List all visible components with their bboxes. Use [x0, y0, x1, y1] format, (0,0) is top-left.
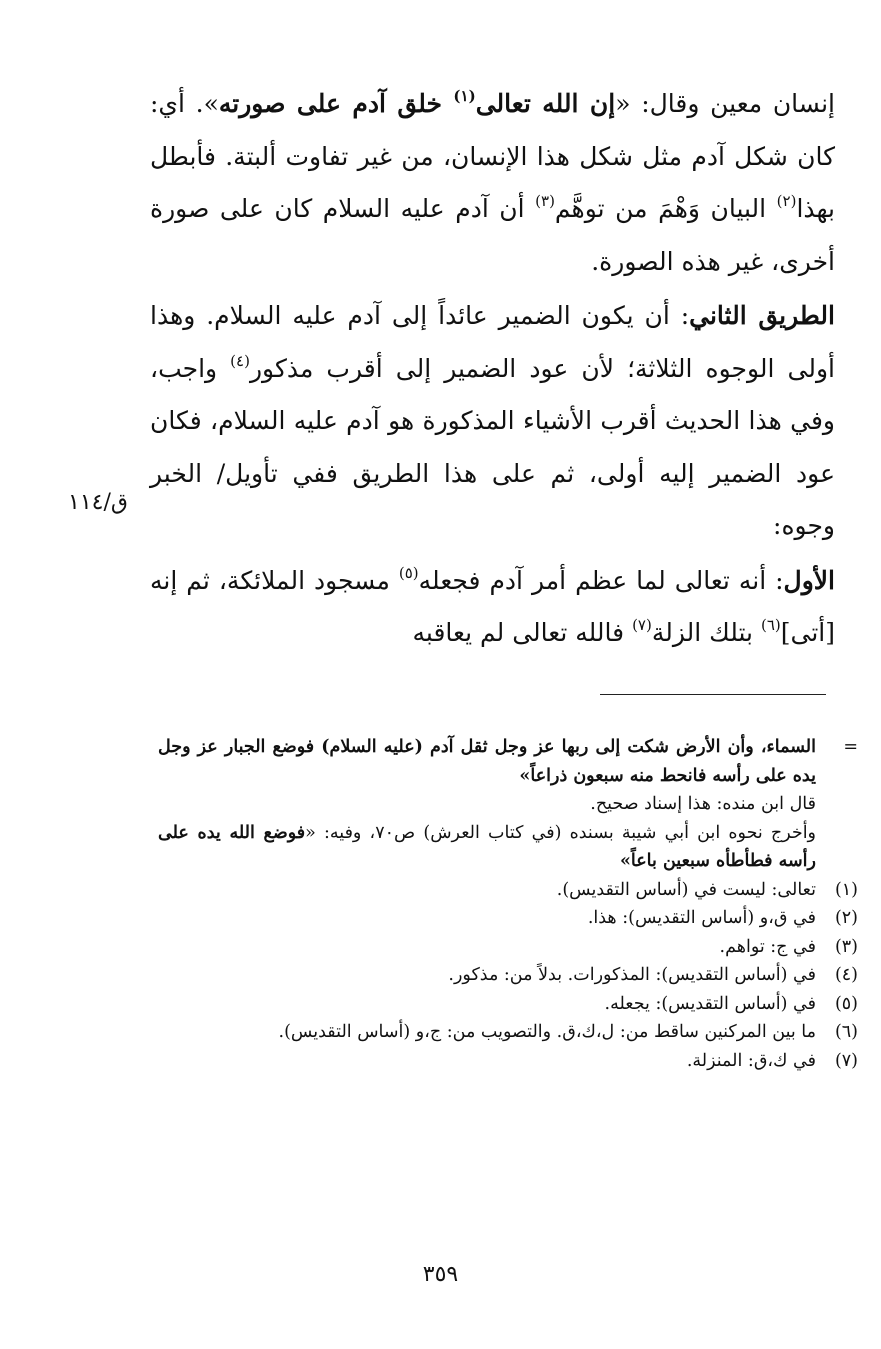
text-run: : أنه تعالى لما عظم أمر آدم فجعله: [418, 565, 784, 595]
text-run: أن آدم عليه السلام كان على صورة أخرى، غير هذه الصورة.: [150, 194, 835, 276]
footnote-text: في ك،ق: المنزلة.: [686, 1050, 816, 1071]
footnote-item: [158, 904, 858, 933]
text-run: فالله تعالى لم يعاقبه: [412, 618, 633, 647]
footnote-paragraph: قال ابن منده: هذا إسناد صحيح.: [590, 794, 816, 814]
footnote-paragraph: [158, 819, 816, 876]
footnote-number: (٢): [834, 908, 858, 928]
paragraph-2: [150, 290, 835, 553]
footnote-number: (٧): [834, 1050, 858, 1071]
footnote-item: [158, 876, 858, 905]
page-number: ٣٥٩: [422, 1262, 459, 1287]
footnote-item: [158, 1047, 858, 1076]
footnote-separator: [600, 694, 826, 695]
continuation-marker: =: [843, 737, 858, 757]
section-label: الطريق الثاني: [689, 301, 835, 330]
footnotes: [158, 733, 858, 1075]
footnote-number: (٣): [834, 936, 858, 957]
footnote-continuation: [158, 733, 858, 876]
text-run: خلق آدم على صورته: [218, 89, 454, 118]
footnote-number: (٦): [834, 1022, 858, 1042]
section-label: الأول: [783, 565, 835, 595]
footnote-item: [158, 961, 858, 990]
text-run: واجب، وفي هذا الحديث أقرب الأشياء المذكورة هو آدم عليه السلام، فكان عود الضمير إليه أولى، ثم على هذا الطريق ففي تأويل/ الخبر وجوه:: [150, 353, 835, 540]
footnote-ref-3: (٣): [535, 192, 555, 210]
footnote-number: (٥): [834, 993, 858, 1014]
footnote-ref-4: (٤): [230, 351, 250, 370]
text-run: وأخرج نحوه ابن أبي شيبة بسنده (في كتاب العرش) ص٧٠، وفيه: «: [305, 822, 817, 843]
text-run: إن الله تعالى: [475, 89, 616, 118]
text-run: : أن يكون الضمير عائداً إلى آدم عليه السلام. وهذا أولى الوجوه الثلاثة؛ لأن عود الضمير إلى أقرب مذكور: [150, 301, 835, 383]
footnote-number: (١): [834, 879, 858, 900]
text-run: ». أي: كان شكل آدم مثل شكل هذا الإنسان، من غير تفاوت ألبتة. فأبطل بهذا: [150, 89, 835, 223]
footnote-continuation-body: [158, 733, 816, 876]
quote-run: فوضع الله يده على رأسه فطأطأه سبعين باعاً»: [158, 822, 816, 871]
text-run: البيان وَهْمَ من توهَّم: [554, 194, 777, 223]
footnote-ref-7: (٧): [632, 616, 652, 634]
footnote-text: تعالى: ليست في (أساس التقديس).: [556, 879, 816, 900]
footnote-text: في (أساس التقديس): المذكورات. بدلاً من: مذكور.: [448, 965, 816, 985]
footnote-text: في ج: تواهم.: [719, 936, 816, 957]
footnote-number: (٤): [834, 965, 858, 985]
footnote-text: في (أساس التقديس): يجعله.: [604, 993, 816, 1014]
footnote-ref-1: (١): [453, 87, 476, 105]
paragraph-1: [150, 78, 835, 288]
text-run: بتلك الزلة: [651, 618, 761, 647]
text-run: مسجود الملائكة، ثم إنه [أتى]: [150, 565, 835, 647]
manuscript-folio-note: ق/١١٤: [68, 490, 128, 515]
footnote-text: ما بين المركنين ساقط من: ل،ك،ق. والتصويب من: ج،و (أساس التقديس).: [278, 1022, 816, 1042]
footnote-item: [158, 1018, 858, 1047]
hadith-quote: [219, 89, 615, 118]
footnote-item: [158, 933, 858, 962]
footnote-paragraph: السماء، وأن الأرض شكت إلى ربها عز وجل ثقل آدم (عليه السلام) فوضع الجبار عز وجل يده على رأسه فانحط منه سبعون ذراعاً»: [158, 737, 816, 786]
main-text: [150, 78, 835, 660]
footnote-ref-5: (٥): [398, 563, 419, 582]
footnote-ref-2: (٢): [776, 192, 797, 210]
text-run: إنسان معين وقال: «: [615, 89, 836, 118]
footnote-text: في ق،و (أساس التقديس): هذا.: [587, 908, 816, 928]
footnote-item: [158, 990, 858, 1019]
paragraph-3: [150, 555, 835, 660]
footnote-ref-6: (٦): [760, 616, 781, 634]
